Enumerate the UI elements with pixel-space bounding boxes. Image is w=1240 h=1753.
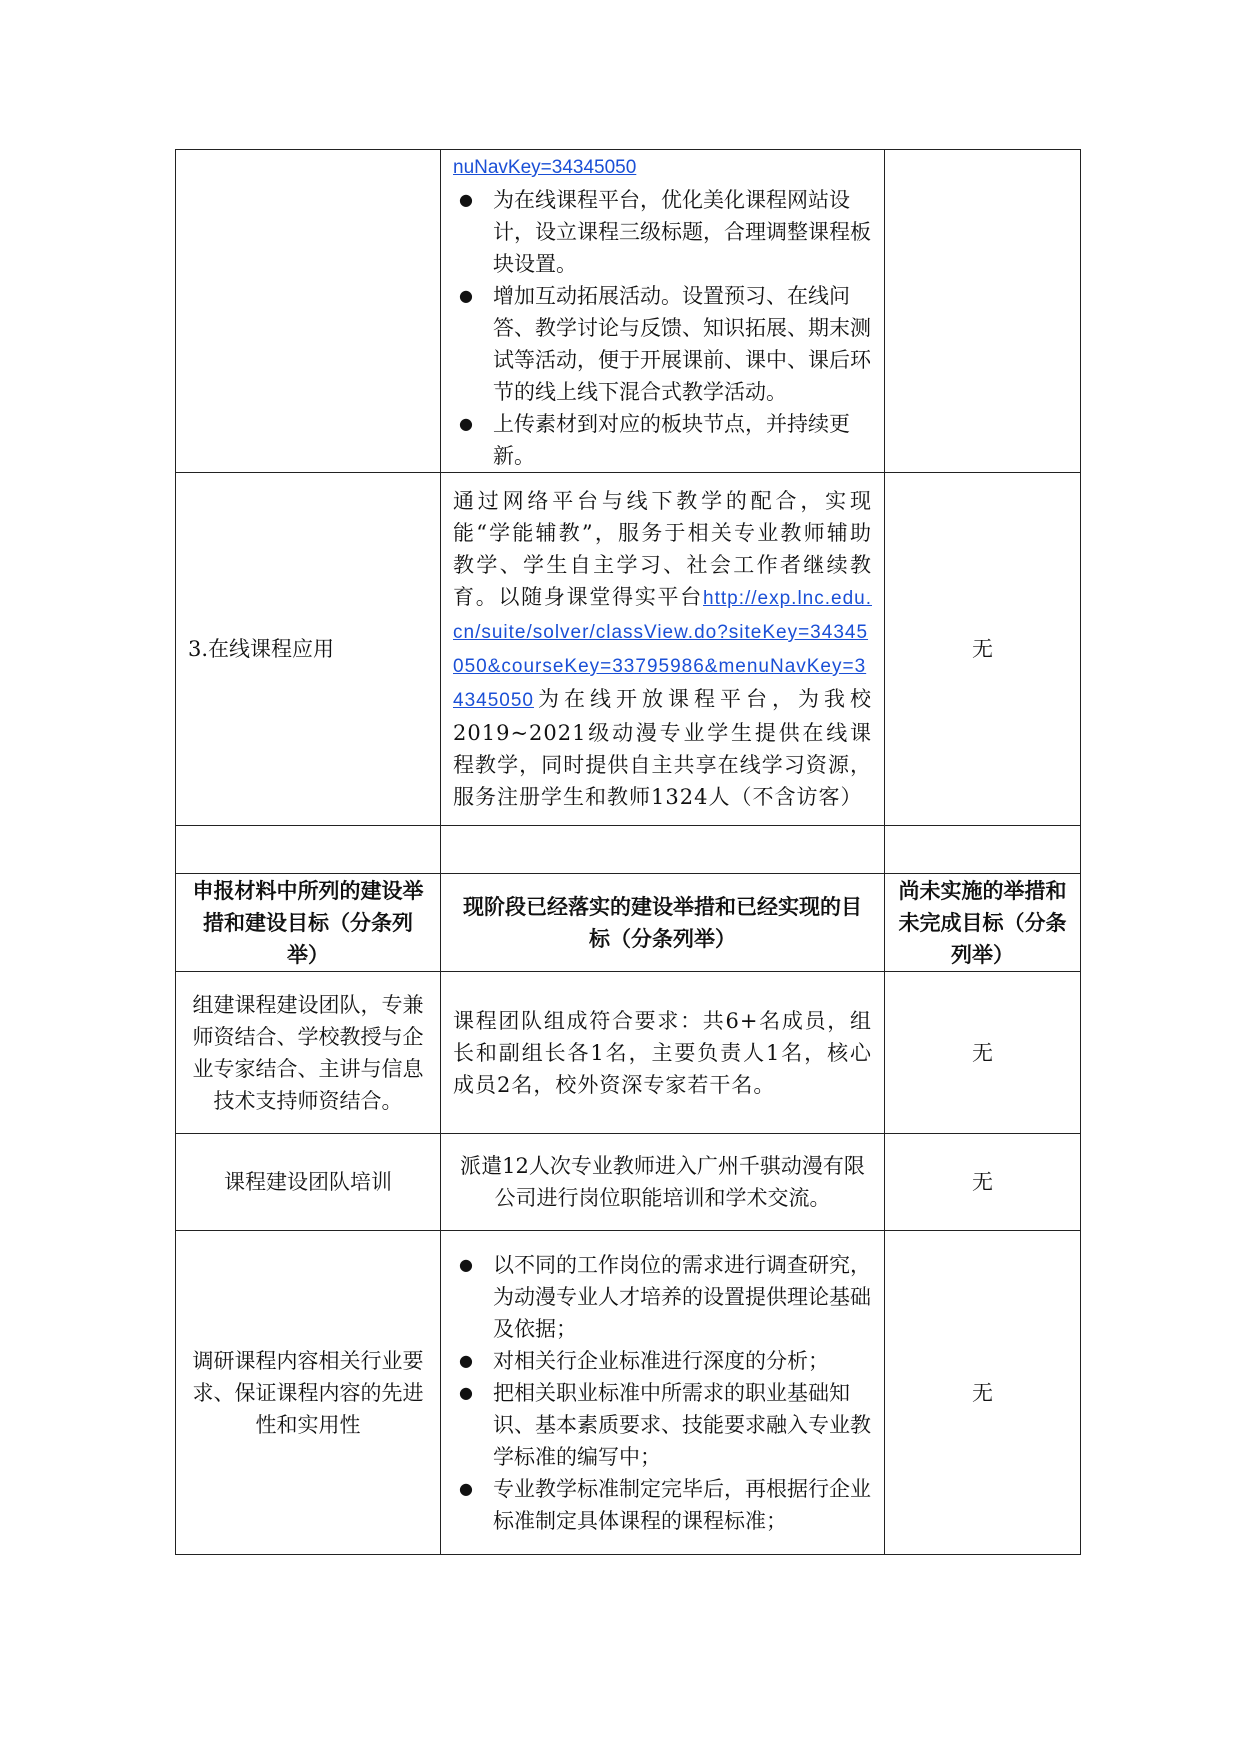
empty-cell — [885, 150, 1081, 473]
list-item: ● 以不同的工作岗位的需求进行调查研究，为动漫专业人才培养的设置提供理论基础及依据； — [453, 1249, 872, 1345]
bullet-list — [453, 184, 872, 472]
table-row — [176, 1134, 1081, 1231]
status-cell: 无 — [885, 1134, 1081, 1231]
platform-link[interactable]: http://exp.lnc.edu.cn/suite/solver/classView.do?siteKey=34345050&courseKey=33795986&menuNavKey=34345050 — [453, 588, 872, 711]
table-row — [176, 972, 1081, 1134]
list-item: ● 专业教学标准制定完毕后，再根据行企业标准制定具体课程的课程标准； — [453, 1473, 872, 1537]
list-item: ● 增加互动拓展活动。设置预习、在线问答、教学讨论与反馈、知识拓展、期末测试等活动，便于开展课前、课中、课后环节的线上线下混合式教学活动。 — [453, 280, 872, 408]
done-text-after: 为在线开放课程平台，为我校2019~2021级动漫专业学生提供在线课程教学，同时提供自主共享在线学习资源，服务注册学生和教师1324人（不含访客） — [453, 687, 872, 809]
course-link-tail[interactable]: nuNavKey=34345050 — [453, 157, 637, 178]
empty-cell — [176, 826, 441, 874]
status-cell: 无 — [885, 473, 1081, 826]
empty-cell — [176, 150, 441, 473]
bullet-list — [453, 1249, 872, 1537]
done-text-before: 通过网络平台与线下教学的配合，实现能“学能辅教”，服务于相关专业教师辅助教学、学生自主学习、社会工作者继续教育。以随身课堂得实平台 — [453, 489, 872, 609]
item-cell: 调研课程内容相关行业要求、保证课程内容的先进性和实用性 — [176, 1231, 441, 1555]
item-cell: 课程建设团队培训 — [176, 1134, 441, 1231]
done-cell — [441, 1231, 885, 1555]
header-col1: 申报材料中所列的建设举措和建设目标（分条列举） — [176, 874, 441, 972]
measures-cell — [441, 150, 885, 473]
list-item: ● 为在线课程平台，优化美化课程网站设计，设立课程三级标题，合理调整课程板块设置。 — [453, 184, 872, 280]
report-table — [175, 149, 1081, 1555]
header-col3: 尚未实施的举措和未完成目标（分条列举） — [885, 874, 1081, 972]
empty-cell — [441, 826, 885, 874]
list-item: ● 把相关职业标准中所需求的职业基础知识、基本素质要求、技能要求融入专业教学标准的编写中； — [453, 1377, 872, 1473]
table-header-row — [176, 874, 1081, 972]
table-row — [176, 150, 1081, 473]
status-cell: 无 — [885, 972, 1081, 1134]
done-text: 课程团队组成符合要求：共6+名成员，组长和副组长各1名，主要负责人1名，核心成员2名，校外资深专家若干名。 — [453, 1008, 872, 1097]
item-cell: 组建课程建设团队，专兼师资结合、学校教授与企业专家结合、主讲与信息技术支持师资结合。 — [176, 972, 441, 1134]
header-col2: 现阶段已经落实的建设举措和已经实现的目标（分条列举） — [441, 874, 885, 972]
done-cell: 派遣12人次专业教师进入广州千骐动漫有限公司进行岗位职能培训和学术交流。 — [441, 1134, 885, 1231]
empty-cell — [885, 826, 1081, 874]
table-row — [176, 473, 1081, 826]
list-item: ● 上传素材到对应的板块节点，并持续更新。 — [453, 408, 872, 472]
item-cell: 3.在线课程应用 — [176, 473, 441, 826]
done-cell — [441, 473, 885, 826]
table-row — [176, 1231, 1081, 1555]
status-cell: 无 — [885, 1231, 1081, 1555]
done-cell — [441, 972, 885, 1134]
table-row — [176, 826, 1081, 874]
list-item: ● 对相关行企业标准进行深度的分析； — [453, 1345, 872, 1377]
